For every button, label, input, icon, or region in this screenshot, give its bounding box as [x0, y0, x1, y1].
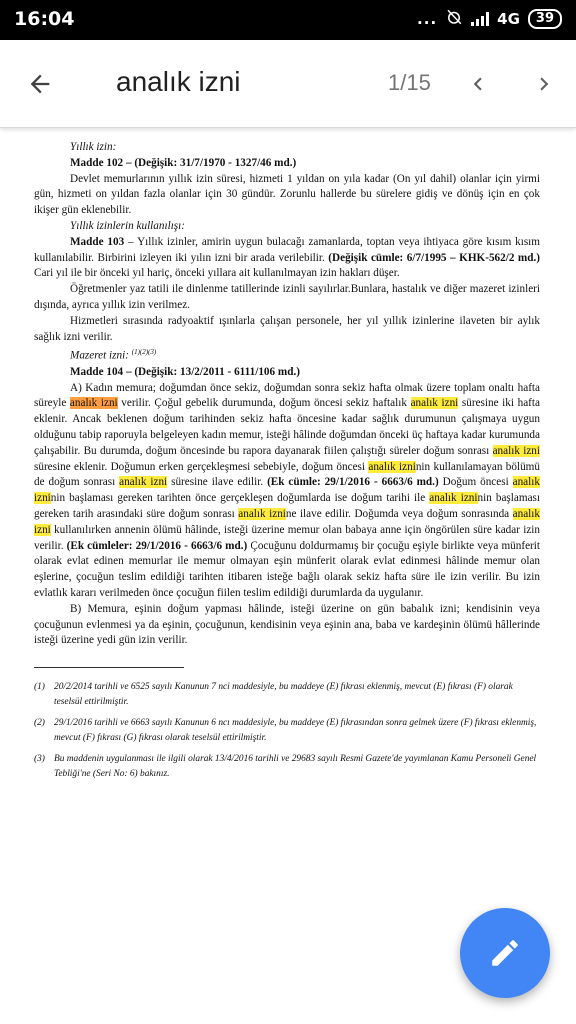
paragraph: Madde 103 – Yıllık izinler, amirin uygun bulacağı zamanlarda, toptan veya ihtiyaca göre kısım kısım kullanılabilir. Birbirini izleyen iki yılın izni bir arada verilebilir. (Değişik cümle: 6/7/1995 – KHK-562/2 md.) Cari yıl ile bir önceki yıl hariç, önceki yıllara ait kullanılmayan izin hakları düşer.: [34, 235, 540, 280]
battery-icon: 39: [528, 9, 562, 29]
status-bar: [0, 0, 576, 40]
footnote: (1) 20/2/2014 tarihli ve 6525 sayılı Kanunun 7 nci maddesiyle, bu maddeye (E) fıkrası eklenmiş, mevcut (E) fıkrası (F) olarak teselsül ettirilmiştir.: [34, 682, 513, 708]
status-icons: [417, 8, 562, 30]
network-type: 4G: [497, 10, 520, 28]
article-title: Madde 103: [70, 235, 125, 248]
paragraph: Devlet memurlarının yıllık izin süresi, hizmeti 1 yıldan on yıla kadar (On yıl dahil) olanlar için yirmi gün, hizmeti on yıldan fazla olanlar için 30 gündür. Zorunlu hallerde bu sürelere gidiş ve dönüş için en çok ikişer gün eklenebilir.: [34, 172, 540, 217]
edit-pencil-icon: [488, 936, 522, 970]
amendment-note: (Değişik cümle: 6/7/1995 – KHK-562/2 md.): [328, 251, 540, 264]
more-notifications-icon: ...: [417, 10, 438, 28]
alarm-off-icon: [445, 8, 463, 30]
search-match[interactable]: analık izni: [368, 460, 416, 473]
section-title: Yıllık izin:: [70, 141, 117, 153]
search-match-current[interactable]: analık izni: [69, 397, 118, 410]
footnote: (2) 29/1/2016 tarihli ve 6663 sayılı Kanunun 6 ncı maddesiyle, bu maddeye (E) fıkrasından sonra gelmek üzere (F) fıkrası eklenmiş, mevcut (F) fıkrası (G) fıkrası olarak teselsül ettirilmiştir.: [34, 718, 537, 744]
chevron-left-icon: [465, 71, 491, 97]
back-button[interactable]: [18, 62, 62, 106]
search-toolbar: [0, 40, 576, 128]
article-title: Madde 102 – (Değişik: 31/7/1970 - 1327/46 md.): [70, 156, 297, 169]
edit-button[interactable]: [460, 908, 550, 998]
match-count: 1/15: [388, 70, 431, 95]
section-title: Yıllık izinlerin kullanılışı:: [70, 219, 185, 232]
signal-icon: [471, 12, 489, 26]
footnote-divider: [34, 667, 184, 668]
status-time: 16:04: [14, 8, 75, 30]
search-match[interactable]: analık izni: [34, 476, 540, 505]
search-match[interactable]: analık izni: [238, 508, 286, 521]
footnote: (3) Bu maddenin uygulanması ile ilgili olarak 13/4/2016 tarihli ve 29683 sayılı Resmi Gazete'de yayımlanan Kamu Personeli Genel Tebliği'ne (Seri No: 6) bakınız.: [34, 754, 537, 780]
footnote-ref: (1)(2)(3): [131, 348, 157, 357]
search-match[interactable]: analık izni: [119, 476, 168, 489]
section-title: Mazeret izni: $^{(1)(2)(3)}$: [70, 348, 157, 363]
search-match[interactable]: analık izni: [429, 492, 478, 505]
search-match[interactable]: analık izni: [34, 508, 540, 536]
amendment-note: (Ek cümleler: 29/1/2016 - 6663/6 md.): [66, 539, 248, 552]
paragraph: Hizmetleri sırasında radyoaktif ışınlarla çalışan personele, her yıl yıllık izinlerine ilaveten bir aylık sağlık izni verilir.: [34, 314, 540, 343]
next-match-button[interactable]: [524, 64, 564, 104]
paragraph: Öğretmenler yaz tatili ile dinlenme tatillerinde izinli sayılırlar.Bunlara, hastalık ve diğer mazeret izinleri dışında, ayrıca yıllık izin verilmez.: [34, 283, 540, 311]
search-match[interactable]: analık izni: [410, 397, 459, 410]
search-query[interactable]: analık izni: [116, 66, 241, 97]
arrow-back-icon: [26, 70, 54, 98]
paragraph-a: A) Kadın memura; doğumdan önce sekiz, doğumdan sonra sekiz hafta olmak üzere toplam onaltı hafta süreyle analık izni verilir. Çoğul gebelik durumunda, doğum öncesi sekiz haftalık analık izni süresine iki hafta eklenir. Ancak beklenen doğum tarihinden sekiz hafta öncesine kadar sağlık durumunun çalışmaya uygun olduğunu tabip raporuyla belgeleyen kadın memur, isteği hâlinde doğumdan önceki üç haftaya kadar kurumunda çalışabilir. Bu durumda, doğum öncesinde bu rapora dayanarak fiilen çalıştığı süreler doğum sonrası analık izni süresine eklenir. Doğumun erken gerçekleşmesi sebebiyle, doğum öncesi analık izninin kullanılamayan bölümü de doğum sonrası analık izni süresine ilave edilir. (Ek cümle: 29/1/2016 - 6663/6 md.) Doğum öncesi analık izninin başlaması gereken tarihten önce gerçekleşen doğumlarda ise doğum tarihi ile analık izninin başlaması gereken tarih arasındaki süre doğum sonrası analık iznine ilave edilir. Doğumda veya doğum sonrasında analık izni kullanılırken annenin ölümü hâlinde, isteği üzerine memur olan babaya anne için öngörülen süre kadar izin verilir. (Ek cümleler: 29/1/2016 - 6663/6 md.) Çocuğunu doldurmamış bir çocuğu eşiyle birlikte veya münferit olarak evlat edinen memurlar ile memur olmayan eşin münferit olarak evlat edinmesi hâlinde memur olan eşlerine, çocuğun teslim edildiği tarihten itibaren isteğe bağlı olarak sekiz hafta süre ile izin verilir. Bu izin evlatlık kararı verilmeden önce çocuğun fiilen teslim edildiği durumlarda da uygulanır.: [34, 381, 541, 600]
search-match[interactable]: analık izni: [492, 444, 540, 457]
previous-match-button[interactable]: [458, 64, 498, 104]
document-page: [34, 140, 540, 788]
paragraph-b: B) Memura, eşinin doğum yapması hâlinde, isteği üzerine on gün babalık izni; kendisinin veya çocuğunun evlenmesi ya da eşinin, çocuğunun, kendisinin veya eşinin ana, baba ve kardeşinin ölümü hâllerinde isteği üzerine yedi gün izin verilir.: [34, 602, 540, 647]
article-title: Madde 104 – (Değişik: 13/2/2011 - 6111/106 md.): [70, 365, 300, 378]
chevron-right-icon: [531, 71, 557, 97]
amendment-note: (Ek cümle: 29/1/2016 - 6663/6 md.): [267, 476, 439, 489]
